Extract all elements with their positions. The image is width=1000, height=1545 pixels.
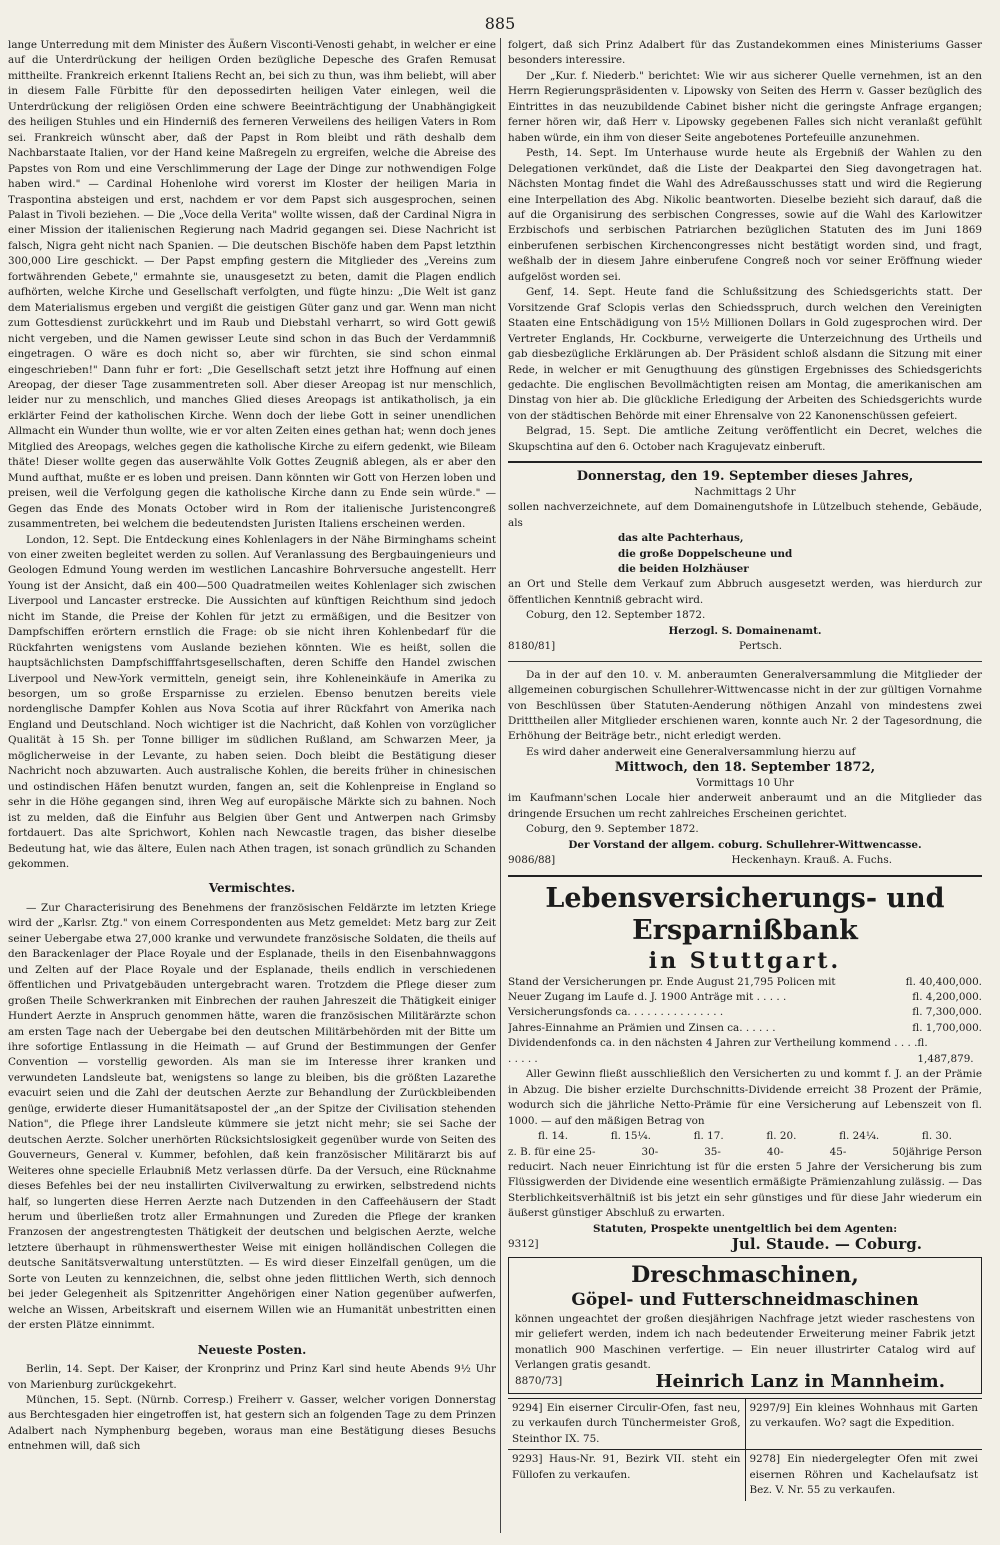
ad-separator bbox=[508, 461, 982, 463]
ad-bank-body: Aller Gewinn fließt ausschließlich den Versicherten zu und kommt f. J. an der Prämie in Abzug. Die bisher erzielte Durchschnitts-Dividende erreicht 38 Prozent der Prämie, wodurch sich die jährliche Netto-Prämie für eine Versicherung auf Lebenszeit von fl. 1000. — auf den mäßigen Betrag von bbox=[508, 1068, 982, 1127]
ad-domain-name: Pertsch. bbox=[739, 640, 782, 653]
ad-widow-fund bbox=[508, 668, 982, 869]
article-metz: — Zur Characterisirung des Benehmens der französischen Feldärzte im letzten Kriege wird der „Karlsr. Ztg." von einem Correspondenten aus Metz gemeldet: Metz barg zur Zeit seiner Uebergabe etwa 27,000 kranke und verwundete französische Soldaten, die theils auf den Barackenlager der Place Royale und der Esplanade, theils in den Eisenbahnwaggons und Zelten auf der Place Royale und der Esplanade, theils endlich in verschiedenen öffentlichen und Privatgebäuden untergebracht waren. Trotzdem die Pflege dieser zum großen Theile Schwerkranken mit Einbrechen der rauhen Jahreszeit die Thätigkeit einiger Hundert Aerzte in Anspruch genommen hätte, waren die französischen Militärärzte schon am ersten Tage nach der Uebergabe bei den deutschen Militärbehörden mit der Bitte um ihre sofortige Entlassung in die Heimath — auf Grund der Bestimmungen der Genfer Convention — vorstellig geworden. Als man sie im Interesse ihrer kranken und verwundeten Landsleute bat, wenigstens so lange zu bleiben, bis die größten Lazarethe evacuirt seien und die Zahl der deutschen Aerzte zur Behandlung der Zurückbleibenden genüge, erwiderte dieser Humanitätsapostel der „an der Spitze der Civilisation stehenden Nation", die Pflege ihrer Landsleute kümmere sie jetzt nicht mehr; sie sei Sache der deutschen Aerzte. Solcher unerhörten Rücksichtslosigkeit gegenüber wurde von Seiten des Gouverneurs, General v. Kummer, befohlen, daß kein französischer Militärarzt bis auf Weiteres ohne specielle Erlaubniß Metz verlassen dürfe. Da der Versuch, eine Rücknahme dieses Befehles bei der neu installirten Civilverwaltung zu erwirken, selbstredend nichts half, so lungerten diese Herren Aerzte nach Dutzenden in den Caffeehäusern der Stadt herum und überließen trotz aller Ermahnungen und Zureden die Pflege der kranken Franzosen der angestrengtesten Thätigkeit der deutschen und belgischen Aerzte, welche letztere überhaupt in rühmenswerthester Weise mit einigen holländischen Collegen die deutsche Sanitätsverwaltung unterstützten. — Es wird dieser Einzelfall genügen, um die Sorte von Leuten zu kennzeichnen, die, selbst ohne jeden flittlichen Werth, sich dennoch bei jeder Gelegenheit als Spitzenritter Angehörigen einer Nation gegenüber aufwerfen, welche an Wissen, Arbeitskraft und eisernem Willen wie an Humanität unbestritten einen der ersten Plätze einnimmt. bbox=[8, 901, 496, 1332]
ad-bank-price: fl. 14. bbox=[538, 1130, 569, 1143]
article-london: London, 12. Sept. Die Entdeckung eines Kohlenlagers in der Nähe Birminghams scheint von einer zweiten begleitet werden zu sollen. Auf Veranlassung des Bergbauingenieurs und Geologen Edmund Young werden im westlichen Lancashire Bohrversuche angestellt. Herr Young ist der Ansicht, daß ein 400—500 Quadratmeilen weites Kohlenlager sich zwischen Liverpool und Lancaster erstrecke. Die Aussichten auf künftigen Reichthum sind jedoch nicht im Stande, die Preise der Kohlen für jetzt zu ermäßigen, und die Besitzer von Dampfschiffen erörtern ernstlich die Frage: ob sie nicht ihren Kohlenbedarf für die Rückfahrten wenigstens vom Auslande beziehen könnten. Wie es heißt, sollen die hauptsächlichsten Dampfschifffahrtsgesellschaften, deren Schiffe den Handel zwischen Liverpool und New-York vermitteln, geneigt sein, ihre Kohleneinkäufe in Amerika zu besorgen, um so große Ersparnisse zu erzielen. Ebenso benutzen bereits viele nordenglische Dampfer Kohlen aus Nova Scotia auf ihrer Rückfahrt von Amerika nach England und Deutschland. Noch wichtiger ist die Nachricht, daß Kohlen von vorzüglicher Qualität à 15 Sh. per Tonne billiger im südlichen Rußland, am Schwarzen Meer, ja möglicherweise in der Levante, zu haben seien. Doch bleibt die Bestätigung dieser Nachricht noch abzuwarten. Auch australische Kohlen, die bereits früher in chinesischen und ostindischen Häfen benutzt wurden, fangen an, seit die Kohlenpreise in England so sehr in die Höhe gegangen sind, ihren Weg auf europäische Märkte sich zu bahnen. Noch ist zu melden, daß die Einfuhr aus Belgien über Gent und Antwerpen nach Grimsby fortdauert. Das alte Sprichwort, Kohlen nach Newcastle tragen, das bisher dieselbe Bedeutung hat, wie das ältere, Eulen nach Athen tragen, ist sonach gründlich zu Schanden gekommen. bbox=[8, 533, 496, 871]
ad-bank-age: 35- bbox=[704, 1145, 721, 1158]
small-ad-fuellofen: 9293] Haus-Nr. 91, Bezirk VII. steht ein Füllofen zu verkaufen. bbox=[512, 1453, 741, 1481]
ad-bank-row bbox=[508, 975, 982, 990]
ad-bank-row-value: fl. 1,700,000. bbox=[912, 1021, 982, 1034]
ad-domain-footer bbox=[508, 639, 982, 654]
ad-domain-item: die beiden Holzhäuser bbox=[618, 562, 749, 575]
article-gasser: folgert, daß sich Prinz Adalbert für das Zustandekommen eines Ministeriums Gasser besonders interessire. bbox=[508, 39, 982, 67]
ad-separator bbox=[508, 661, 982, 662]
ad-bank-age: 30- bbox=[641, 1145, 659, 1158]
ad-bank-row bbox=[508, 1021, 982, 1036]
ad-domain-sale bbox=[508, 469, 982, 654]
ad-bank-row-label: Versicherungsfonds ca. . . . . . . . . . . . . . . bbox=[508, 1006, 724, 1019]
ad-lanz-firm: Heinrich Lanz in Mannheim. bbox=[655, 1370, 945, 1392]
ad-domain-code: 8180/81] bbox=[508, 640, 556, 653]
article-berlin: Berlin, 14. Sept. Der Kaiser, der Kronprinz und Prinz Karl sind heute Abends 9½ Uhr von Marienburg zurückgekehrt. bbox=[8, 1363, 496, 1391]
ad-bank-row-value: fl. 1,487,879. bbox=[917, 1037, 974, 1065]
ad-widow-body2: Es wird daher anderweit eine Generalversammlung hierzu auf bbox=[526, 745, 856, 758]
ad-bank-row-label: Jahres-Einnahme an Prämien und Zinsen ca. . . . . . bbox=[508, 1021, 776, 1034]
ad-bank-row-value: fl. 4,200,000. bbox=[912, 991, 982, 1004]
small-ad-wohnhaus: 9297/9] Ein kleines Wohnhaus mit Garten zu verkaufen. Wo? sagt die Expedition. bbox=[745, 1399, 983, 1449]
left-column bbox=[8, 38, 496, 1533]
ad-domain-body2: an Ort und Stelle dem Verkauf zum Abbruch ausgesetzt werden, was hierdurch zur öffentlichen Kenntniß gebracht wird. bbox=[508, 578, 982, 606]
ad-widow-footer bbox=[508, 853, 982, 868]
right-column bbox=[508, 38, 982, 1533]
ad-bank-age: z. B. für eine 25- bbox=[508, 1145, 596, 1158]
ad-bank-ages bbox=[508, 1145, 982, 1160]
ad-bank-price: fl. 24¼. bbox=[839, 1130, 880, 1143]
ad-bank-body2: reducirt. Nach neuer Einrichtung ist für die ersten 5 Jahre der Versicherung bis zum Flüssigwerden der Dividende eine wesentlich ermäßigte Prämienzahlung zulässig. — Das Sterblichkeitsverhältniß ist bis jetzt ein sehr günstiges und für diese Jahr wiederum ein äußerst günstiger Abschluß zu erwarten. bbox=[508, 1161, 982, 1220]
article-genf: Genf, 14. Sept. Heute fand die Schlußsitzung des Schiedsgerichts statt. Der Vorsitzende Graf Sclopis verlas den Schiedsspruch, durch welchen den Vereinigten Staaten eine Entschädigung von 15½ Millionen Dollars in Gold zugesprochen wird. Der Vertreter Englands, Hr. Cockburne, verweigerte die Unterzeichnung des Urtheils und gab diesbezügliche Erklärungen ab. Der Präsident schloß alsdann die Sitzung mit einer Rede, in welcher er mit Genugthuung des günstigen Ergebnisses des Schiedsgerichts gedachte. Die englischen Bevollmächtigten reisen am Montag, die amerikanischen am Dinstag von hier ab. Die glückliche Erledigung der Arbeiten des Schiedsgerichts wurde von der städtischen Behörde mit einer Ehrensalve von 22 Kanonenschüssen gefeiert. bbox=[508, 286, 982, 422]
article-rome: lange Unterredung mit dem Minister des Äußern Visconti-Venosti gehabt, in welcher er eine auf die Unterdrückung der heiligen Orden bezügliche Depesche des Grafen Remusat mittheilte. Frankreich erkennt Italiens Recht an, bei sich zu thun, was ihm beliebt, will aber in diesem Falle Fürbitte für den depossedirten heiligen Vater einlegen, weil die Unterdrückung der religiösen Orden eine schwere Beeinträchtigung der Unabhängigkeit des heiligen Stuhles und ein Hinderniß des ferneren Verweilens des heiligen Vaters in Rom sei. Frankreich wünscht aber, daß der Papst in Rom bleibt und räth deshalb dem Nachbarstaate Italien, vor der Hand keine Maßregeln zu ergreifen, welche die Abreise des Papstes von Rom und eine Verschlimmerung der Lage der Dinge zur nothwendigen Folge haben wird." — Cardinal Hohenlohe wird vorerst im Kloster der heiligen Maria in Traspontina absteigen und erst, nachdem er vor dem Papst sich ausgesprochen, seinen Palast in Tivoli beziehen. — Die „Voce della Verita" wollte wissen, daß der Cardinal Nigra in einer Mission der italienischen Regierung nach Madrid gegangen sei. Diese Nachricht ist falsch, Nigra geht nicht nach Spanien. — Die deutschen Bischöfe haben dem Papst letzthin 300,000 Lire geschickt. — Der Papst empfing gestern die Mitglieder des „Vereins zum fortwährenden Gebete," ermahnte sie, unausgesetzt zu beten, damit die Plagen endlich aufhörten, welche Kirche und Gesellschaft verfolgten, und fügte hinzu: „Die Welt ist ganz dem Materialismus ergeben und vergißt die geistigen Güter ganz und gar. Wenn man nicht zum Gottesdienst zurückkehrt und im Raub und Diebstahl verharrt, so wird Gott gewiß nicht vergeben, und die Namen gewisser Leute sind schon in das Buch der Verdammniß eingetragen. O wäre es doch nicht so, aber wir fürchten, sie sind schon einmal eingeschrieben!" Dann fuhr er fort: „Die Gesellschaft setzt jetzt ihre Hoffnung auf einen Areopag, der dieser Tage zusammentreten soll. Aber dieser Areopag ist nur menschlich, leider nur zu menschlich, und manches Glied dieses Areopags ist antikatholisch, ja ein erklärter Feind der katholischen Kirche. Wenn doch der liebe Gott in seiner unendlichen Allmacht ein Wunder thun wollte, wie er vor alten Zeiten eines gethan hat; wenn doch jenes Mitglied des Areopags, welches gegen die katholische Kirche zu eifern gedenkt, wie Bileam thäte! Dieser wollte gegen das auserwählte Volk Gottes Zeugniß ablegen, als er aber den Mund aufthat, mußte er es loben und preisen. Dann könnten wir Gott von Herzen loben und preisen, weil die Verfolgung gegen die katholische Kirche dann zu Ende sein würde." — Gegen das Ende des Monats October wird in Rom der italienische Juristencongreß zusammentreten, bei welchem die bedeutendsten Juristen Italiens erscheinen werden. bbox=[8, 39, 496, 531]
ad-bank-subtitle: in Stuttgart. bbox=[648, 947, 842, 974]
ad-widow-date-line: Mittwoch, den 18. September 1872, bbox=[614, 760, 876, 776]
ad-widow-code: 9086/88] bbox=[508, 854, 556, 867]
ad-bank-title: Lebensversicherungs- und Ersparnißbank bbox=[545, 882, 945, 946]
ad-bank-agent-row bbox=[508, 1237, 982, 1252]
ad-domain-signer: Herzogl. S. Domainenamt. bbox=[668, 624, 822, 637]
small-ads-row bbox=[508, 1398, 982, 1449]
ad-bank-footer: Statuten, Prospekte unentgeltlich bei dem Agenten: bbox=[592, 1222, 898, 1235]
ad-bank-age: 50jährige Person bbox=[892, 1145, 982, 1158]
ad-bank-prices bbox=[508, 1129, 982, 1144]
ad-separator bbox=[508, 875, 982, 877]
ad-insurance-bank bbox=[508, 883, 982, 1253]
small-ad-kachelofen: 9278] Ein niedergelegter Ofen mit zwei eisernen Röhren und Kachelaufsatz ist Bez. V. Nr. 55 zu verkaufen. bbox=[745, 1450, 983, 1500]
ad-lanz-subtitle: Göpel- und Futterschneidmaschinen bbox=[571, 1289, 919, 1310]
ad-bank-price: fl. 15¼. bbox=[610, 1130, 651, 1143]
article-pesth: Pesth, 14. Sept. Im Unterhause wurde heute als Ergebniß der Wahlen zu den Delegationen verkündet, daß die Liste der Deakpartei den Sieg davongetragen hat. Nächsten Montag findet die Wahl des Adreßausschusses statt und wird die Regierung eine Interpellation des Abg. Nikolic beantworten. Dieselbe bezieht sich darauf, daß die auf die Organisirung des serbischen Congresses, sowie auf die Wahl des Karlowitzer Erzbischofs und serbischen Patriarchen bezüglichen Statuten des im Juni 1869 einberufenen serbischen Kirchencongresses nicht bestätigt worden sind, und fragt, weßhalb der in diesem Jahre einberufene Congreß noch vor seiner Eröffnung wieder aufgelöst worden sei. bbox=[508, 147, 982, 283]
ad-lanz-title: Dreschmaschinen, bbox=[631, 1261, 859, 1288]
ad-domain-items bbox=[508, 531, 982, 577]
ad-bank-row-label: Stand der Versicherungen pr. Ende August 21,795 Policen mit bbox=[508, 975, 836, 988]
ad-bank-row bbox=[508, 990, 982, 1005]
ad-lanz-footer bbox=[515, 1370, 975, 1392]
small-ads-row bbox=[508, 1449, 982, 1500]
ad-lanz-body: können ungeachtet der großen diesjährigen Nachfrage jetzt wieder raschestens von mir geliefert werden, indem ich nach bedeutender Erweiterung meiner Fabrik jetzt monatlich 900 Maschinen verfertige. — Ein neuer illustrirter Catalog wird auf Verlangen gratis gesandt. bbox=[515, 1312, 975, 1372]
ad-bank-row-label: Neuer Zugang im Laufe d. J. 1900 Anträge mit . . . . . bbox=[508, 991, 787, 1004]
ad-bank-price: fl. 20. bbox=[766, 1130, 797, 1143]
ad-bank-agent: Jul. Staude. — Coburg. bbox=[731, 1235, 922, 1254]
article-belgrad: Belgrad, 15. Sept. Die amtliche Zeitung veröffentlicht ein Decret, welches die Skupschtina auf den 6. October nach Kragujevatz einberuft. bbox=[508, 425, 982, 453]
ad-domain-body1: sollen nachverzeichnete, auf dem Domainengutshofe in Lützelbuch stehende, Gebäude, als bbox=[508, 501, 982, 529]
ad-widow-date: Coburg, den 9. September 1872. bbox=[526, 823, 699, 836]
ad-domain-date: Coburg, den 12. September 1872. bbox=[526, 609, 706, 622]
ad-bank-row bbox=[508, 1036, 982, 1067]
page-number: 885 bbox=[484, 14, 516, 33]
ad-widow-signer: Der Vorstand der allgem. coburg. Schullehrer-Wittwencasse. bbox=[568, 838, 922, 851]
section-heading-vermischtes: Vermischtes. bbox=[208, 881, 296, 896]
ad-domain-item: das alte Pachterhaus, bbox=[618, 532, 744, 545]
ad-lanz-machines bbox=[508, 1257, 982, 1394]
ad-bank-code: 9312] bbox=[508, 1238, 539, 1251]
ad-bank-row-value: fl. 40,400,000. bbox=[905, 975, 982, 988]
ad-widow-body1: Da in der auf den 10. v. M. anberaumten Generalversammlung die Mitglieder der allgemeinen coburgischen Schullehrer-Wittwencasse nicht in der zur gültigen Vornahme von Beschlüssen über Statuten-Aenderung nöthigen Anzahl von mindestens zwei Dritttheilen aller Mitglieder erschienen waren, konnte auch Nr. 2 der Tagesordnung, die Erhöhung der Beiträge betr., nicht erledigt werden. bbox=[508, 668, 982, 743]
article-niederb: Der „Kur. f. Niederb." berichtet: Wie wir aus sicherer Quelle vernehmen, ist an den Herrn Regierungspräsidenten v. Lipowsky von Seiten des Herrn v. Gasser bezüglich des Eintrittes in das neuzubildende Cabinet bisher nicht die geringste Anfrage ergangen; ferner hören wir, daß Herr v. Lipowsky gegebenen Falles sich nicht veranlaßt gefühlt haben würde, ein ihm von dieser Seite angebotenes Portefeuille anzunehmen. bbox=[508, 69, 982, 144]
ad-widow-body3: im Kaufmann'schen Locale hier anderweit anberaumt und an die Mitglieder das dringende Ersuchen um recht zahlreiches Erscheinen gerichtet. bbox=[508, 792, 982, 820]
ad-bank-price: fl. 17. bbox=[693, 1130, 724, 1143]
ad-bank-age: 40- bbox=[766, 1145, 784, 1158]
ad-widow-names: Heckenhayn. Krauß. A. Fuchs. bbox=[731, 854, 892, 867]
ad-widow-time: Vormittags 10 Uhr bbox=[696, 776, 794, 789]
column-divider bbox=[500, 38, 501, 1533]
section-heading-neueste-posten: Neueste Posten. bbox=[197, 1342, 307, 1357]
ad-bank-row-label: Dividendenfonds ca. in den nächsten 4 Jahren zur Vertheilung kommend . . . . . . . . . bbox=[508, 1037, 918, 1065]
ad-domain-title: Donnerstag, den 19. September dieses Jahres, bbox=[576, 469, 914, 485]
ad-bank-row-value: fl. 7,300,000. bbox=[912, 1006, 982, 1019]
ad-bank-age: 45- bbox=[829, 1145, 847, 1158]
ad-domain-time: Nachmittags 2 Uhr bbox=[694, 485, 796, 498]
ad-lanz-code: 8870/73] bbox=[515, 1374, 563, 1387]
small-ad-ofen: 9294] Ein eiserner Circulir-Ofen, fast neu, zu verkaufen durch Tünchermeister Groß, Steinthor IX. 75. bbox=[512, 1401, 741, 1445]
article-muenchen: München, 15. Sept. (Nürnb. Corresp.) Freiherr v. Gasser, welcher vorigen Donnerstag aus Berchtesgaden hier eingetroffen ist, hat gestern sich an folgenden Tage zu dem Prinzen Adalbert nach Nymphenburg begeben, woraus man eine Bestätigung dieses Besuchs entnehmen will, daß sich bbox=[8, 1393, 496, 1453]
ad-domain-item: die große Doppelscheune und bbox=[618, 547, 793, 560]
ad-bank-price: fl. 30. bbox=[921, 1130, 952, 1143]
ad-bank-row bbox=[508, 1005, 982, 1020]
